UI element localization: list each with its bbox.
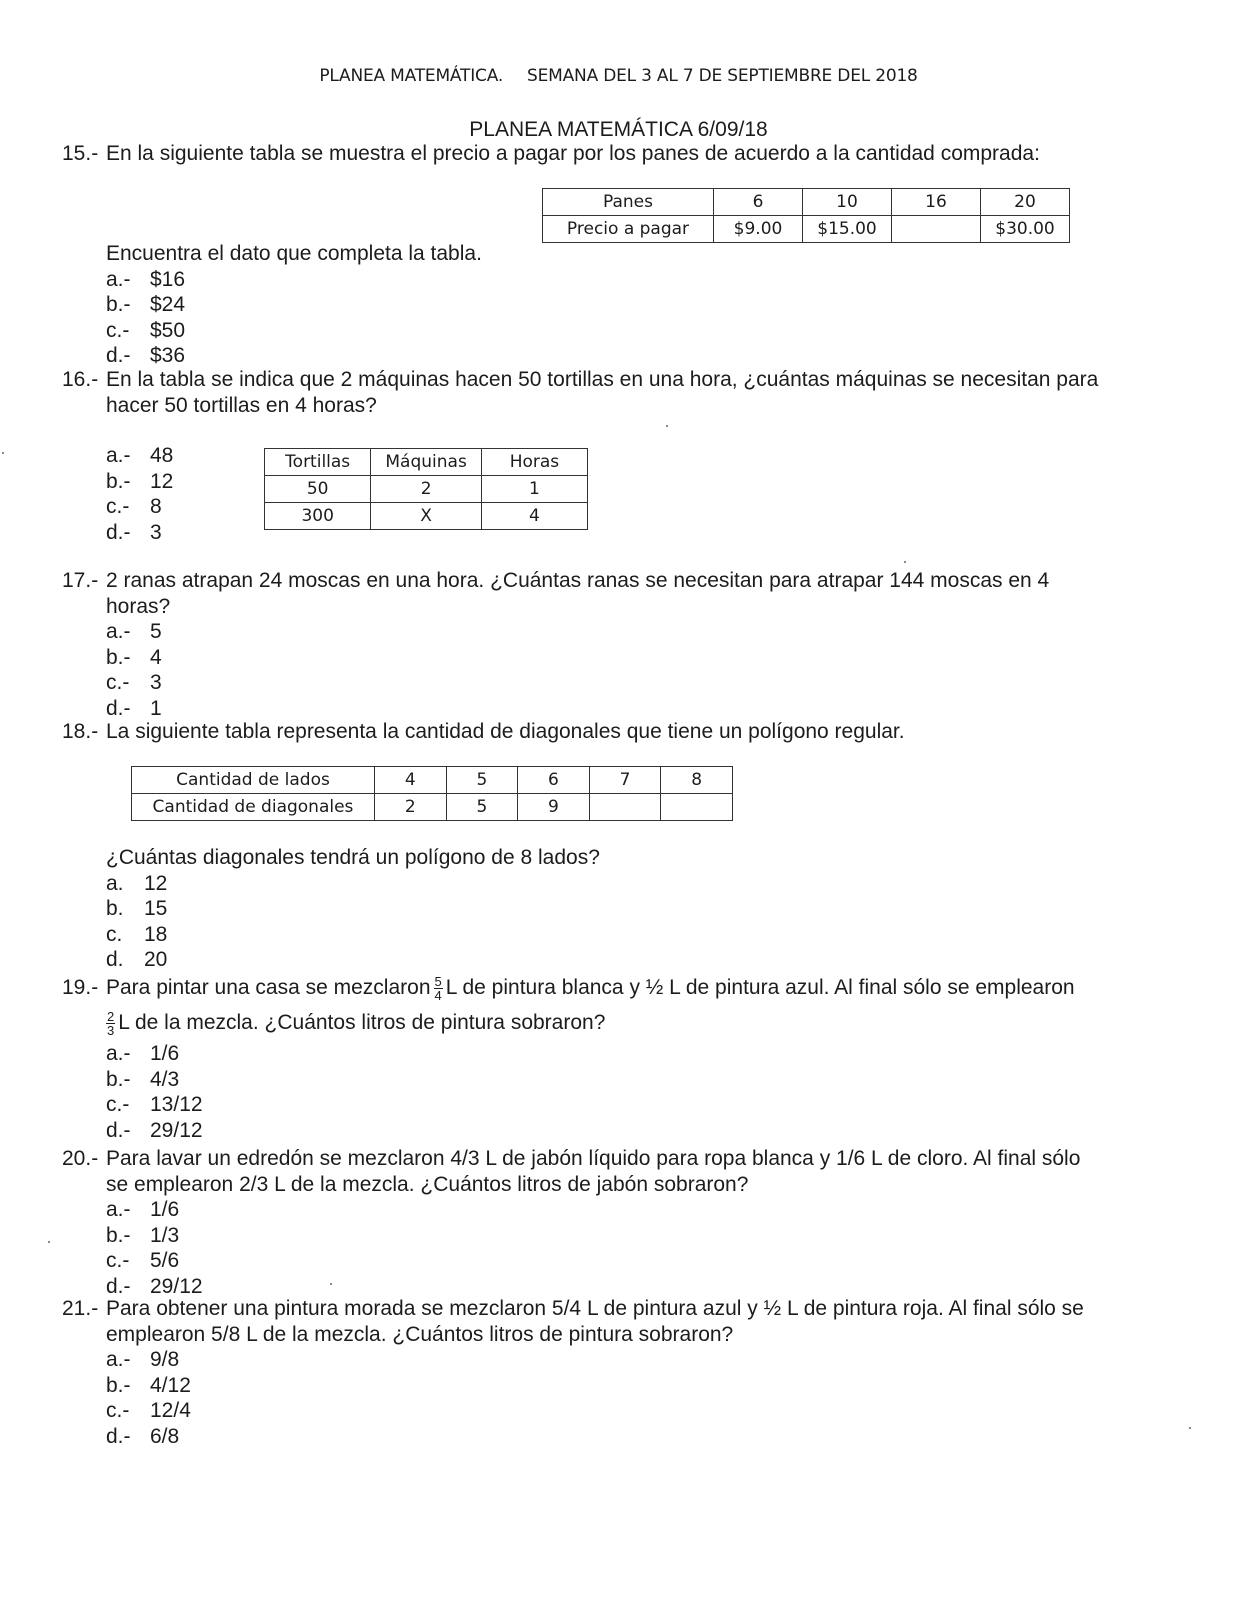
table-cell: 5 — [446, 794, 518, 821]
table-cell: 8 — [661, 767, 733, 794]
question-text: L de pintura blanca y ½ L de pintura azul. Al final sólo se emplearon — [445, 976, 1075, 999]
table-cell: 7 — [589, 767, 661, 794]
options-list — [62, 1347, 1172, 1449]
question-18-answers — [62, 845, 1172, 973]
table-cell-empty — [661, 794, 733, 821]
header-title: PLANEA MATEMÁTICA. — [319, 66, 504, 86]
table-header-cell: Horas — [481, 449, 587, 476]
question-text-cont: se emplearon 2/3 L de la mezcla. ¿Cuántos litros de jabón sobraron? — [106, 1172, 749, 1196]
options-list — [62, 267, 1172, 369]
table-cell: 9 — [518, 794, 590, 821]
option-d: d.- 3 — [106, 520, 162, 544]
question-21 — [62, 1296, 1172, 1449]
option-c: c.- $50 — [106, 318, 186, 342]
options-list — [62, 443, 1172, 545]
question-15-answers — [62, 241, 1172, 369]
option-a: a.- 1/6 — [106, 1198, 180, 1221]
option-a: a.- 48 — [106, 444, 174, 467]
table-cell: 4 — [374, 767, 446, 794]
option-a: a.- $16 — [106, 267, 186, 291]
table-cell: 5 — [446, 767, 518, 794]
polygon-diagonals-table — [131, 766, 733, 821]
table-cell: 10 — [803, 189, 892, 216]
table-cell-empty — [589, 794, 661, 821]
question-16-answers — [62, 443, 1172, 545]
option-b: b.- 4/12 — [106, 1373, 191, 1397]
question-text-cont: hacer 50 tortillas en 4 horas? — [106, 393, 377, 417]
option-a: a.- 9/8 — [106, 1348, 180, 1371]
table-cell: Cantidad de diagonales — [132, 794, 375, 821]
option-c: c.- 13/12 — [106, 1093, 203, 1116]
question-text: 2 ranas atrapan 24 moscas en una hora. ¿Cuántas ranas se necesitan para atrapar 144 moscas en 4 — [106, 569, 1050, 592]
question-number: 19.- — [62, 976, 99, 999]
question-number: 17.- — [62, 569, 99, 592]
question-text: Para pintar una casa se mezclaron — [106, 976, 431, 999]
table-header-cell: Tortillas — [265, 449, 371, 476]
question-text: La siguiente tabla representa la cantidad de diagonales que tiene un polígono regular. — [106, 720, 905, 743]
header-week: SEMANA DEL 3 AL 7 DE SEPTIEMBRE DEL 2018 — [527, 66, 918, 86]
question-15 — [62, 141, 1172, 167]
page-subtitle: PLANEA MATEMÁTICA 6/09/18 — [469, 118, 768, 141]
question-20 — [62, 1146, 1172, 1299]
page-header — [0, 64, 1237, 90]
fraction-five-fourths: $\frac{5}{4}$ — [434, 973, 442, 1003]
question-17 — [62, 568, 1172, 721]
table-cell: 2 — [371, 476, 482, 503]
question-number: 18.- — [62, 720, 99, 743]
question-number: 21.- — [62, 1297, 99, 1320]
option-d: d.- $36 — [106, 344, 186, 367]
option-c: c.- 3 — [106, 671, 162, 694]
table-cell: $9.00 — [714, 216, 803, 243]
table-cell: $15.00 — [803, 216, 892, 243]
table-cell: 2 — [374, 794, 446, 821]
option-b: b.- 1/3 — [106, 1223, 180, 1247]
table-row — [543, 189, 1070, 216]
scan-speck — [1189, 1427, 1191, 1429]
option-a: a. 12 — [106, 871, 168, 895]
question-text-cont: emplearon 5/8 L de la mezcla. ¿Cuántos litros de pintura sobraron? — [106, 1322, 734, 1346]
scan-speck — [904, 561, 906, 563]
option-d: d.- 1 — [106, 696, 162, 720]
option-b: b.- $24 — [106, 293, 186, 316]
question-text: En la siguiente tabla se muestra el precio a pagar por los panes de acuerdo a la cantidad comprada: — [106, 142, 1040, 165]
table-row — [132, 767, 733, 794]
options-list — [62, 1197, 1172, 1299]
table-row — [543, 216, 1070, 243]
option-c: c.- 12/4 — [106, 1399, 191, 1422]
table-row — [265, 503, 588, 530]
option-d: d. 20 — [106, 948, 168, 971]
option-c: c.- 8 — [106, 495, 162, 518]
fraction-two-thirds: $\frac{2}{3}$ — [107, 1008, 115, 1038]
question-text: Para obtener una pintura morada se mezclaron 5/4 L de pintura azul y ½ L de pintura roja. Al final sólo se — [106, 1297, 1084, 1320]
table-cell: 50 — [265, 476, 371, 503]
scan-speck — [48, 1241, 50, 1243]
question-number: 15.- — [62, 142, 99, 165]
option-b: b.- 12 — [106, 469, 174, 493]
question-number: 16.- — [62, 368, 99, 391]
scan-speck — [2, 452, 4, 454]
option-b: b.- 4 — [106, 645, 162, 669]
table-cell: Panes — [543, 189, 714, 216]
question-prompt: ¿Cuántas diagonales tendrá un polígono de 8 lados? — [106, 846, 600, 869]
table-row — [132, 794, 733, 821]
table-header-cell: Máquinas — [371, 449, 482, 476]
table-cell-empty — [892, 216, 981, 243]
option-a: a.- 5 — [106, 620, 162, 643]
options-list — [62, 1041, 1172, 1143]
table-cell: 6 — [714, 189, 803, 216]
table-cell: 300 — [265, 503, 371, 530]
question-text-cont: L de la mezcla. ¿Cuántos litros de pintura sobraron? — [118, 1011, 606, 1034]
option-d: d.- 29/12 — [106, 1274, 203, 1298]
question-prompt: Encuentra el dato que completa la tabla. — [106, 242, 482, 265]
scan-speck — [330, 1283, 332, 1285]
option-b: b. 15 — [106, 897, 168, 920]
option-a: a.- 1/6 — [106, 1042, 180, 1065]
table-cell: 6 — [518, 767, 590, 794]
option-c: c.- 5/6 — [106, 1249, 180, 1272]
tortillas-table — [264, 448, 588, 530]
table-cell: 4 — [481, 503, 587, 530]
table-cell: $30.00 — [981, 216, 1070, 243]
table-row — [265, 476, 588, 503]
table-cell: Precio a pagar — [543, 216, 714, 243]
question-text: Para lavar un edredón se mezclaron 4/3 L de jabón líquido para ropa blanca y 1/6 L de cloro. Al final sólo — [106, 1147, 1081, 1170]
table-cell: Cantidad de lados — [132, 767, 375, 794]
option-c: c. 18 — [106, 922, 168, 946]
option-d: d.- 6/8 — [106, 1424, 180, 1448]
options-list — [62, 871, 1172, 973]
question-number: 20.- — [62, 1147, 99, 1170]
table-cell: 16 — [892, 189, 981, 216]
question-19 — [62, 970, 1172, 1143]
question-text: En la tabla se indica que 2 máquinas hacen 50 tortillas en una hora, ¿cuántas máquinas se necesitan para — [106, 368, 1099, 391]
options-list — [62, 619, 1172, 721]
option-d: d.- 29/12 — [106, 1118, 203, 1142]
option-b: b.- 4/3 — [106, 1067, 180, 1091]
question-18 — [62, 719, 1172, 745]
scan-speck — [666, 425, 668, 427]
bread-price-table — [542, 188, 1070, 243]
table-row — [265, 449, 588, 476]
question-16 — [62, 367, 1172, 418]
table-cell: X — [371, 503, 482, 530]
question-text-cont: horas? — [106, 594, 171, 618]
table-cell: 20 — [981, 189, 1070, 216]
table-cell: 1 — [481, 476, 587, 503]
